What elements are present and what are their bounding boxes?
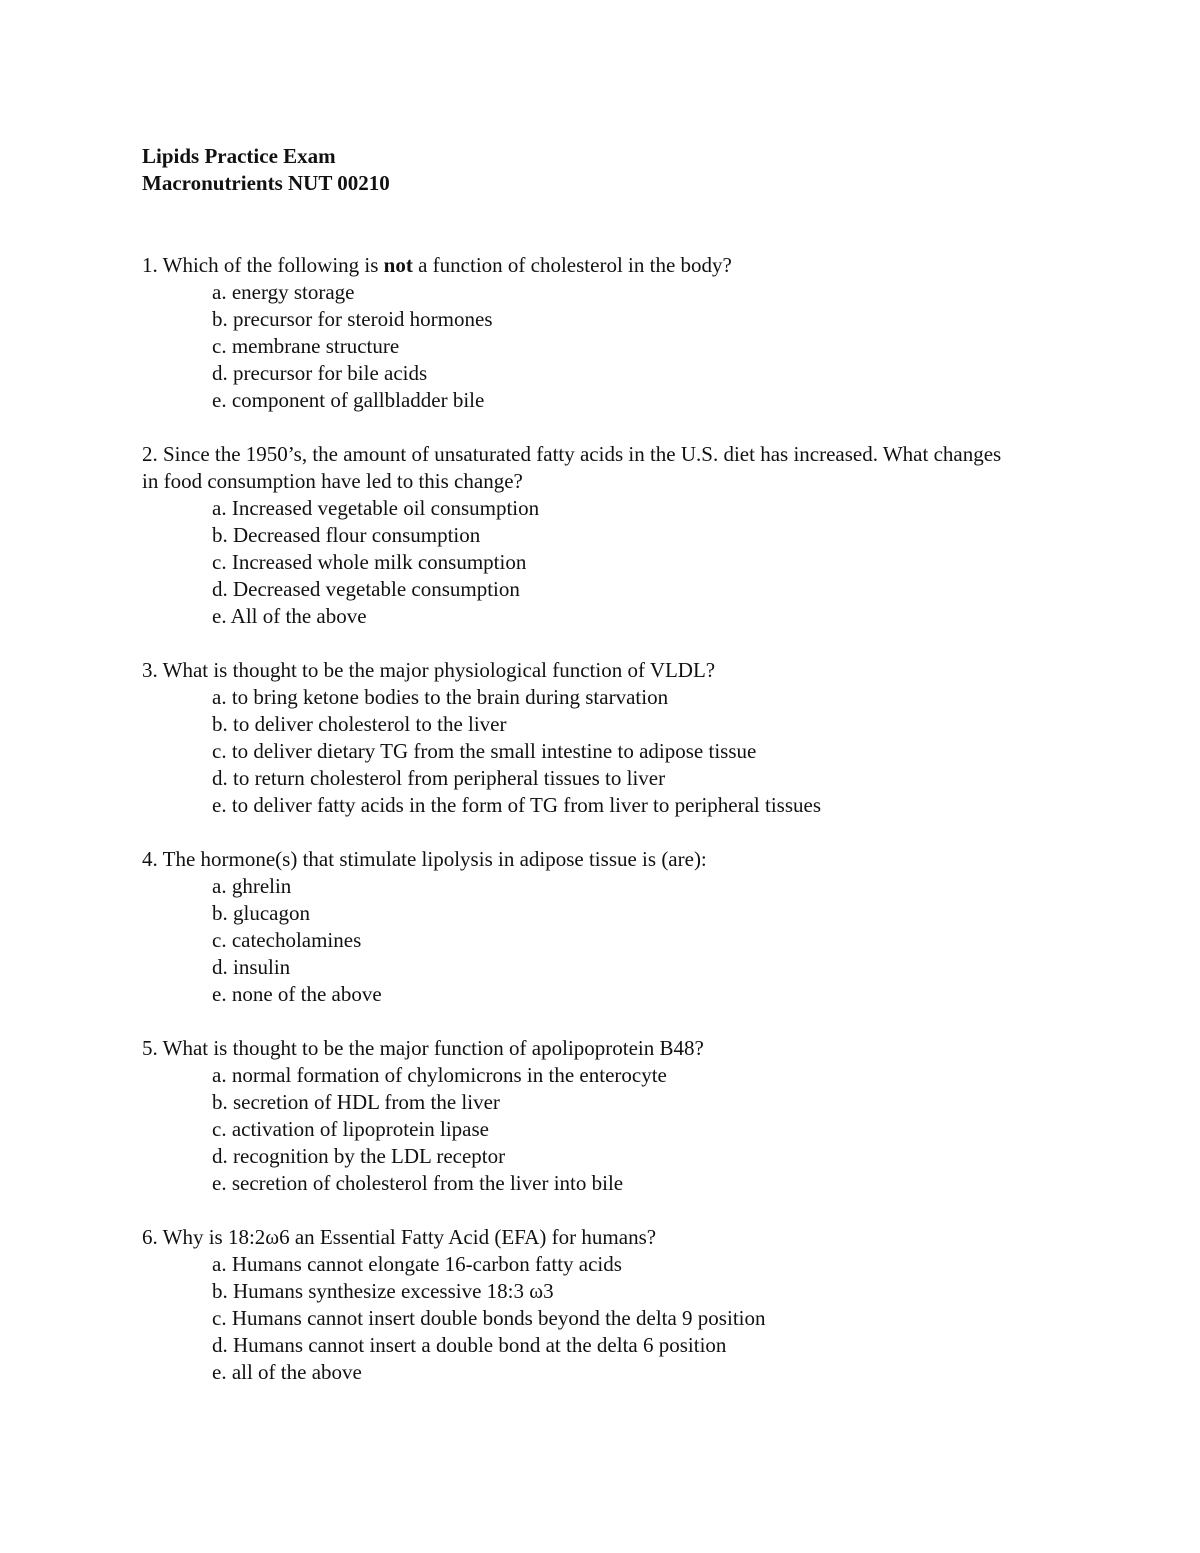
answer-options [142, 1062, 1142, 1197]
question-4 [142, 846, 1142, 1008]
question-text-emphasis: not [383, 253, 413, 277]
answer-option-d: d. insulin [212, 955, 291, 979]
answer-option-d: d. recognition by the LDL receptor [212, 1144, 506, 1168]
answer-option-c: c. Increased whole milk consumption [212, 550, 527, 574]
answer-option-d: d. precursor for bile acids [212, 361, 428, 385]
answer-options [142, 873, 1142, 1008]
question-text [142, 441, 1022, 495]
question-text-before: What is thought to be the major function of apolipoprotein B48? [162, 1036, 704, 1060]
question-text-before: What is thought to be the major physiological function of VLDL? [162, 658, 716, 682]
answer-option-e: e. none of the above [212, 982, 382, 1006]
answer-option-c: c. membrane structure [212, 334, 400, 358]
question-text [142, 1035, 1022, 1062]
answer-option-b: b. glucagon [212, 901, 310, 925]
answer-option-e: e. to deliver fatty acids in the form of TG from liver to peripheral tissues [212, 793, 822, 817]
question-3 [142, 657, 1142, 819]
question-text [142, 657, 1022, 684]
answer-option-b: b. Decreased flour consumption [212, 523, 481, 547]
question-number: 6. [142, 1225, 158, 1249]
answer-options [142, 684, 1142, 819]
answer-option-e: e. secretion of cholesterol from the liver into bile [212, 1171, 624, 1195]
question-number: 2. [142, 442, 158, 466]
answer-option-a: a. Humans cannot elongate 16-carbon fatty acids [212, 1252, 622, 1276]
answer-options [142, 495, 1142, 630]
question-6 [142, 1224, 1142, 1386]
answer-option-e: e. all of the above [212, 1360, 362, 1384]
answer-option-a: a. normal formation of chylomicrons in the enterocyte [212, 1063, 667, 1087]
question-number: 4. [142, 847, 158, 871]
answer-option-c: c. catecholamines [212, 928, 362, 952]
question-2 [142, 441, 1142, 630]
answer-option-b: b. to deliver cholesterol to the liver [212, 712, 507, 736]
answer-option-b: b. Humans synthesize excessive 18:3 ω3 [212, 1279, 554, 1303]
question-text-before: Why is 18:2ω6 an Essential Fatty Acid (EFA) for humans? [162, 1225, 657, 1249]
question-number: 5. [142, 1036, 158, 1060]
exam-header [142, 143, 1142, 197]
answer-options [142, 279, 1142, 414]
answer-option-a: a. Increased vegetable oil consumption [212, 496, 540, 520]
question-text-before: Which of the following is [162, 253, 384, 277]
answer-option-c: c. to deliver dietary TG from the small intestine to adipose tissue [212, 739, 757, 763]
question-text [142, 1224, 1022, 1251]
question-text [142, 846, 1022, 873]
answer-option-c: c. Humans cannot insert double bonds beyond the delta 9 position [212, 1306, 766, 1330]
question-5 [142, 1035, 1142, 1197]
exam-title: Lipids Practice Exam [142, 144, 336, 168]
answer-option-a: a. energy storage [212, 280, 355, 304]
answer-option-b: b. precursor for steroid hormones [212, 307, 493, 331]
answer-option-e: e. component of gallbladder bile [212, 388, 485, 412]
answer-option-e: e. All of the above [212, 604, 367, 628]
answer-option-a: a. ghrelin [212, 874, 292, 898]
exam-content [142, 143, 1142, 1413]
question-text-after: a function of cholesterol in the body? [412, 253, 732, 277]
answer-option-d: d. Humans cannot insert a double bond at the delta 6 position [212, 1333, 727, 1357]
question-1 [142, 252, 1142, 414]
course-subtitle: Macronutrients NUT 00210 [142, 171, 390, 195]
answer-option-d: d. Decreased vegetable consumption [212, 577, 520, 601]
answer-option-b: b. secretion of HDL from the liver [212, 1090, 500, 1114]
answer-option-c: c. activation of lipoprotein lipase [212, 1117, 489, 1141]
question-text-before: The hormone(s) that stimulate lipolysis in adipose tissue is (are): [162, 847, 707, 871]
question-text [142, 252, 1022, 279]
question-number: 1. [142, 253, 158, 277]
answer-option-a: a. to bring ketone bodies to the brain during starvation [212, 685, 669, 709]
answer-option-d: d. to return cholesterol from peripheral tissues to liver [212, 766, 666, 790]
question-number: 3. [142, 658, 158, 682]
question-text-before: Since the 1950’s, the amount of unsaturated fatty acids in the U.S. diet has increased. What changes in food consumption have led to this change? [142, 442, 1002, 493]
answer-options [142, 1251, 1142, 1386]
